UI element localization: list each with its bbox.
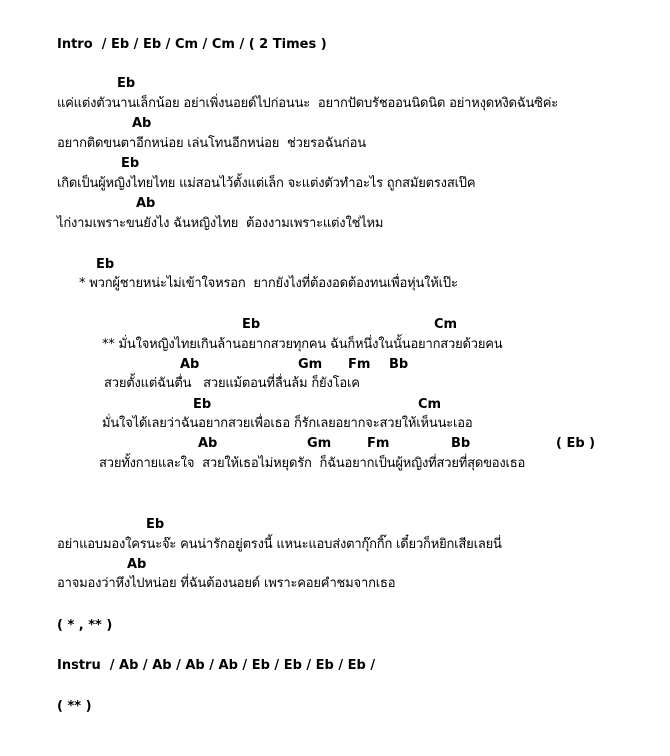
- lyric-line: * พวกผู้ชายหน่ะไม่เข้าใจหรอก ยากยังไงที่ต้องอดต้องทนเพื่อหุ่นให้เป๊ะ: [79, 276, 458, 291]
- chord-label: Gm: [298, 357, 323, 372]
- repeat-marker: ( * , ** ): [57, 618, 113, 633]
- chord-label: Eb: [96, 257, 115, 272]
- chord-label: Ab: [198, 436, 218, 451]
- chord-label: Ab: [127, 557, 147, 572]
- chord-label: Ab: [136, 196, 156, 211]
- instrumental-line: Instru / Ab / Ab / Ab / Ab / Eb / Eb / Eb / Eb /: [57, 658, 376, 673]
- chord-label: Eb: [117, 76, 136, 91]
- lyric-line: สวยทั้งกายและใจ สวยให้เธอไม่หยุดรัก ก็ฉันอยากเป็นผู้หญิงที่สวยที่สุดของเธอ: [99, 456, 526, 471]
- repeat-marker: ( ** ): [57, 699, 92, 714]
- chord-label: Eb: [193, 397, 212, 412]
- chord-label: Eb: [242, 317, 261, 332]
- lyric-line: สวยตั้งแต่ฉันตื่น สวยแม้ตอนที่ลื่นล้ม ก็ยังโอเค: [104, 376, 360, 391]
- chord-label: Fm: [348, 357, 371, 372]
- lyric-line: อย่าแอบมองใครนะจ๊ะ คนน่ารักอยู่ตรงนี้ แหนะแอบส่งตากุ๊กกิ๊ก เดี๋ยวก็หยิกเสียเลยนี่: [57, 537, 502, 552]
- lyric-line: อยากติดขนตาอีกหน่อย เล่นโทนอีกหน่อย ช่วยรอฉันก่อน: [57, 136, 366, 151]
- chord-label: Eb: [121, 156, 140, 171]
- chord-label: Ab: [180, 357, 200, 372]
- chord-label: Cm: [434, 317, 458, 332]
- lyric-line: แค่แต่งตัวนานเล็กน้อย อย่าเพิ่งนอยด์ไปก่อนนะ อยากปัดบรัชออนนิดนิด อย่าหงุดหงิดฉันซิค่ะ: [57, 96, 559, 111]
- chord-label: Ab: [132, 116, 152, 131]
- chord-label: Gm: [307, 436, 332, 451]
- chord-label: Bb: [451, 436, 471, 451]
- chord-label: Cm: [418, 397, 442, 412]
- lyric-line: อาจมองว่าหึงไปหน่อย ที่ฉันต้องนอยด์ เพราะคอยคำชมจากเธอ: [57, 576, 396, 591]
- chord-label: Eb: [146, 517, 165, 532]
- lyric-line: ไก่งามเพราะขนยังไง ฉันหญิงไทย ต้องงามเพราะแต่งใช่ไหม: [57, 216, 384, 231]
- lyric-line: มั่นใจได้เลยว่าฉันอยากสวยเพื่อเธอ ก็รักเลยอยากจะสวยให้เห็นนะเออ: [102, 416, 473, 431]
- chord-label: Bb: [389, 357, 409, 372]
- chord-label: ( Eb ): [556, 436, 596, 451]
- intro-line: Intro / Eb / Eb / Cm / Cm / ( 2 Times ): [57, 37, 327, 52]
- lyric-line: ** มั่นใจหญิงไทยเกินล้านอยากสวยทุกคน ฉันก็หนึ่งในนั้นอยากสวยด้วยคน: [102, 337, 503, 352]
- chord-label: Fm: [367, 436, 390, 451]
- lyric-line: เกิดเป็นผู้หญิงไทยไทย แม่สอนไว้ตั้งแต่เล็ก จะแต่งตัวทำอะไร ถูกสมัยตรงสเป๊ค: [57, 176, 476, 191]
